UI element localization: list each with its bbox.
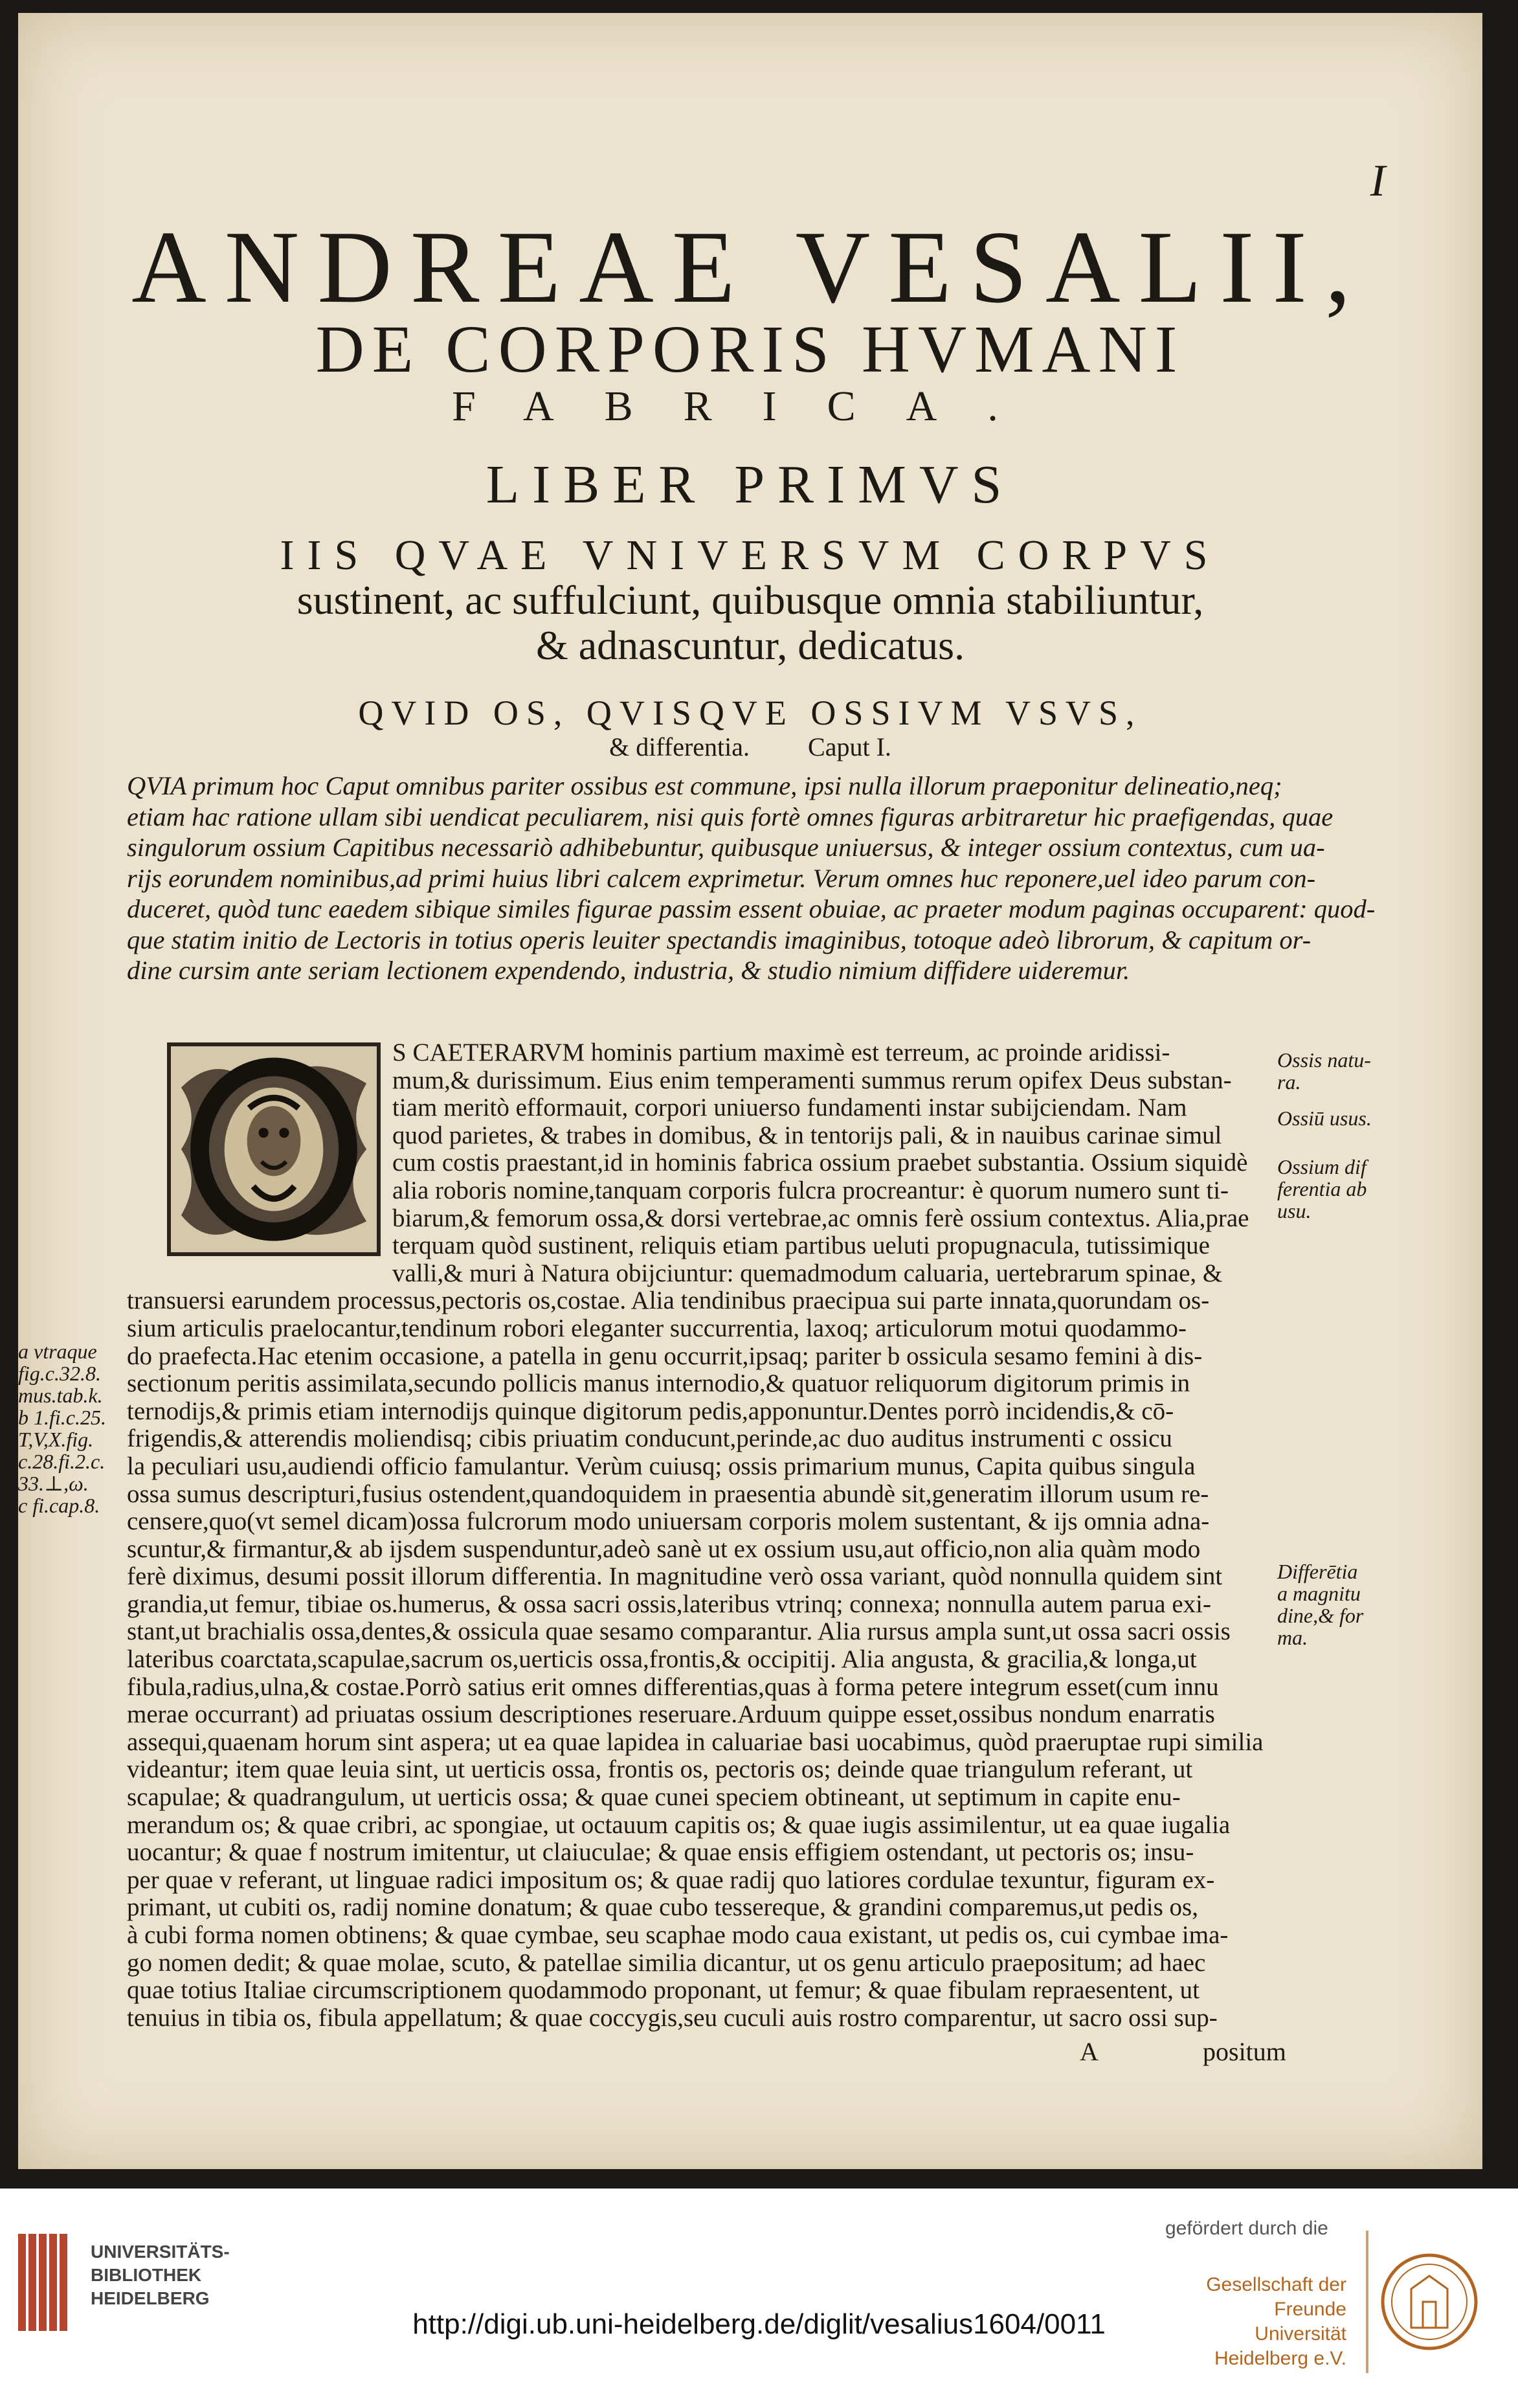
intro-line: dine cursim ante seriam lectionem expendendo, industria, & studio nimium diffidere uideremur.	[127, 956, 1130, 985]
university-seal-icon	[1366, 2231, 1482, 2373]
body-line: stant,ut brachialis ossa,dentes,& ossicula quae sesamo comparantur. Alia rursus ampla sunt,ut ossa sacri ossis	[127, 1617, 1231, 1646]
body-line: mum,& durissimum. Eius enim temperamenti summus rerum opifex Deus substan-	[392, 1066, 1232, 1094]
intro-line: duceret, quòd tunc eaedem sibique similes figurae passim essent obuiae, ac praeter modum paginas occuparent: quod-	[127, 894, 1376, 923]
title-author: ANDREAE VESALII,	[131, 209, 1369, 324]
margin-note-line: T,V,X.fig.	[18, 1428, 94, 1451]
body-line: ternodijs,& primis etiam internodijs quinque digitorum pedis,apponuntur.Dentes porrò incidendis,& cō-	[127, 1397, 1174, 1425]
body-line: merae occurrant) ad priuatas ossium descriptiones reseruare.Arduum quippe esset,ossibus nondum enarratis	[127, 1700, 1215, 1729]
left-margin-notes	[18, 1340, 106, 1516]
book-page	[18, 13, 1482, 2169]
body-line: S CAETERARVM hominis partium maximè est terreum, ac proinde aridissi-	[392, 1039, 1170, 1066]
library-name-line: UNIVERSITÄTS-	[91, 2242, 230, 2262]
margin-note-line: a magnitu	[1277, 1582, 1361, 1605]
right-margin-note	[1277, 1049, 1371, 1093]
body-line: assequi,quaenam horum sint aspera; ut ea quae lapidea in caluariae basi uocabimus, quòd praeruptae rupi similia	[127, 1727, 1264, 1756]
library-name-line: HEIDELBERG	[91, 2288, 210, 2308]
body-line: grandia,ut femur, tibiae os.humerus, & ossa sacri ossis,lateribus vtrinq; connexa; nonnulla autem parua exi-	[127, 1590, 1212, 1618]
body-line: scuntur,& firmantur,& ab ijsdem suspenduntur,adeò sanè ut ex ossium usu,aut officio,non alia quàm modo	[127, 1535, 1201, 1563]
margin-note-line: ferentia ab	[1277, 1177, 1367, 1200]
margin-note-line: usu.	[1277, 1199, 1312, 1222]
body-line: lateribus coarctata,scapulae,sacrum os,uerticis ossa,frontis,& occipitij. Alia angusta, & gracilia,& longa,ut	[127, 1645, 1197, 1674]
margin-note-line: c.28.fi.2.c.	[18, 1450, 106, 1473]
body-line: tenuius in tibia os, fibula appellatum; & quae coccygis,seu cuculi auis rostro comparentur, ut sacro ossi sup-	[127, 2003, 1218, 2032]
margin-note-line: Ossis natu-	[1277, 1048, 1371, 1072]
body-line: cum costis praestant,id in hominis fabrica ossium praebet substantia. Ossium siquidè	[392, 1149, 1248, 1177]
intro-line: QVIA primum hoc Caput omnibus pariter ossibus est commune, ipsi nulla illorum praeponitur delineatio,neq;	[127, 771, 1282, 800]
body-line: valli,& muri à Natura obijciuntur: quemadmodum caluaria, uertebrarum spinae, &	[392, 1259, 1223, 1287]
right-margin-note	[1277, 1560, 1363, 1648]
margin-note-line: fig.c.32.8.	[18, 1362, 101, 1385]
title-fabrica: FABRICA.	[452, 383, 1049, 430]
library-name-line: BIBLIOTHEK	[91, 2265, 202, 2285]
library-name	[91, 2240, 230, 2310]
body-line: sium articulis praelocantur,tendinum robori eleganter succurrentia, laxoq; articulorum motui quodammo-	[127, 1314, 1187, 1342]
chapter-subtitle	[18, 732, 1482, 762]
margin-note-line: Ossium dif	[1277, 1155, 1367, 1178]
body-line: merandum os; & quae cribri, ac spongiae, ut octauum capitis os; & quae iugis assimilentur, ut ea quae iugalia	[127, 1810, 1231, 1839]
body-line: sectionum peritis assimilata,secundo pollicis manus internodio,& quatuor reliquorum digitorum primis in	[127, 1369, 1190, 1398]
body-line: tiam meritò efformauit, corpori uniuerso fundamenti instar subijciendam. Nam	[392, 1094, 1187, 1122]
margin-note-line: Ossiū usus.	[1277, 1107, 1372, 1130]
catchword: positum	[1203, 2037, 1286, 2066]
book-heading-line3: & adnascuntur, dedicatus.	[535, 622, 965, 668]
signature-mark: A	[1080, 2037, 1099, 2066]
body-line: alia roboris nomine,tanquam corporis fulcra procreantur: è quorum numero sunt ti-	[392, 1176, 1229, 1204]
intro-line: rijs eorundem nominibus,ad primi huius libri calcem exprimetur. Verum omnes huc reponere,uel ideo parum con-	[127, 863, 1316, 893]
body-line: à cubi forma nomen obtinens; & quae cymbae, seu scaphae modo caua existant, ut pedis os, cui cymbae ima-	[127, 1921, 1229, 1949]
right-margin-note	[1277, 1156, 1367, 1222]
body-line: primant, ut cubiti os, radij nomine donatum; & quae cubo tessereque, & grandini comparemus,ut pedis os,	[127, 1893, 1198, 1922]
body-line: per quae v referant, ut linguae radici impositum os; & quae radij quo latiores cordulae texuntur, figuram ex-	[127, 1865, 1215, 1894]
body-line: quae totius Italiae circumscriptionem quodammodo proponant, ut femur; & quae fibulam repraesentent, ut	[127, 1976, 1200, 2005]
margin-note-line: mus.tab.k.	[18, 1384, 103, 1407]
body-line: scapulae; & quadrangulum, ut uerticis ossa; & quae cunei speciem obtineant, ut septimum in capite enu-	[127, 1783, 1181, 1812]
page-number: I	[1370, 156, 1385, 206]
intro-note	[127, 771, 1376, 986]
society-name-line: Universität Heidelberg e.V.	[1214, 2323, 1346, 2369]
body-line: frigendis,& atterendis moliendisq; cibis priuatim conducunt,perinde,ac duo auditus instrumenti c ossicu	[127, 1424, 1172, 1453]
chapter-subtitle-a: & differentia.	[609, 732, 750, 761]
margin-note-line: a vtraque	[18, 1340, 97, 1363]
society-name-line: Gesellschaft der Freunde	[1206, 2274, 1346, 2320]
body-line: go nomen dedit; & quae molae, scuto, & patellae similia dicantur, ut os genu articulo praepositum; ad haec	[127, 1948, 1206, 1977]
body-line: ossa sumus descripturi,fusius ostendent,quandoquidem in praesentia abundè sit,generatim illorum usum re-	[127, 1480, 1209, 1508]
book-heading-line2: sustinent, ac suffulciunt, quibusque omnia stabiliuntur,	[296, 577, 1204, 623]
body-line: biarum,& femorum ossa,& dorsi vertebrae,ac omnis ferè ossium contextus. Alia,prae	[392, 1204, 1249, 1232]
book-heading-line1: IIS QVAE VNIVERSVM CORPVS	[280, 532, 1221, 579]
intro-line: singulorum ossium Capitibus necessariò adhibebuntur, quibusque uniuersus, & integer ossium contextus, cum ua-	[127, 833, 1325, 862]
margin-note-line: c fi.cap.8.	[18, 1494, 100, 1517]
funding-label: gefördert durch die	[1165, 2218, 1328, 2239]
intro-line: que statim initio de Lectoris in totius operis leuiter spectandis imaginibus, totoque adeò librorum, & capitum or-	[127, 925, 1312, 954]
margin-note-line: ma.	[1277, 1626, 1308, 1649]
body-line: terquam quòd sustinent, reliquis etiam partibus ueluti propugnacula, tutissimique	[392, 1232, 1210, 1260]
margin-note-line: ra.	[1277, 1070, 1301, 1094]
body-line: uocantur; & quae f nostrum imitentur, ut claiuculae; & quae ensis effigiem ostendant, ut pectoris os; insu-	[127, 1838, 1194, 1867]
margin-note-line: 33.⊥,ω.	[18, 1472, 89, 1495]
chapter-title: QVID OS, QVISQVE OSSIVM VSVS,	[358, 693, 1143, 732]
body-line: censere,quo(vt semel dicam)ossa fulcrorum modo uniuersam corporis molem sustentant, & ijs omnia adna-	[127, 1507, 1210, 1536]
body-line: la peculiari usu,audiendi officio famulantur. Verùm cuiusq; ossis primarium munus, Capita quibus singula	[127, 1452, 1196, 1480]
body-line: do praefecta.Hac etenim occasione, a patella in genu occurrit,ipsaq; pariter b ossicula sesamo femini à dis-	[127, 1342, 1203, 1370]
liber-title: LIBER PRIMVS	[486, 455, 1015, 515]
title-work: DE CORPORIS HVMANI	[315, 312, 1185, 387]
body-line: fibula,radius,ulna,& costae.Porrò satius erit omnes differentias,quas à forma petere integrum esset(cum innu	[127, 1672, 1219, 1701]
margin-note-line: dine,& for	[1277, 1604, 1364, 1627]
margin-note-line: b 1.fi.c.25.	[18, 1406, 106, 1429]
chapter-number: Caput I.	[808, 732, 891, 761]
margin-note-line: Differētia	[1277, 1560, 1358, 1583]
right-margin-note	[1277, 1107, 1372, 1129]
body-line: videantur; item quae leuia sint, ut uerticis ossa, frontis os, pectoris os; deinde quae triangulum referant, ut	[127, 1755, 1193, 1784]
intro-line: etiam hac ratione ullam sibi uendicat peculiarem, nisi quis fortè omnes figuras arbitraretur hic praefigendas, quae	[127, 802, 1334, 831]
body-text	[127, 1039, 1331, 2032]
footer-bar	[0, 2189, 1518, 2408]
body-line: quod parietes, & trabes in domibus, & in tentorijs pali, & in nauibus carinae simul	[392, 1121, 1222, 1149]
source-url-link[interactable]: http://digi.ub.uni-heidelberg.de/diglit/vesalius1604/0011	[412, 2308, 1106, 2340]
society-name	[1172, 2273, 1346, 2371]
body-line: ferè diximus, desumi possit illorum differentia. In magnitudine verò ossa variant, quòd nonnulla quidem sint	[127, 1562, 1223, 1591]
body-line: transuersi earundem processus,pectoris os,costae. Alia tendinibus praecipua sui parte innata,quorundam os-	[127, 1287, 1210, 1315]
